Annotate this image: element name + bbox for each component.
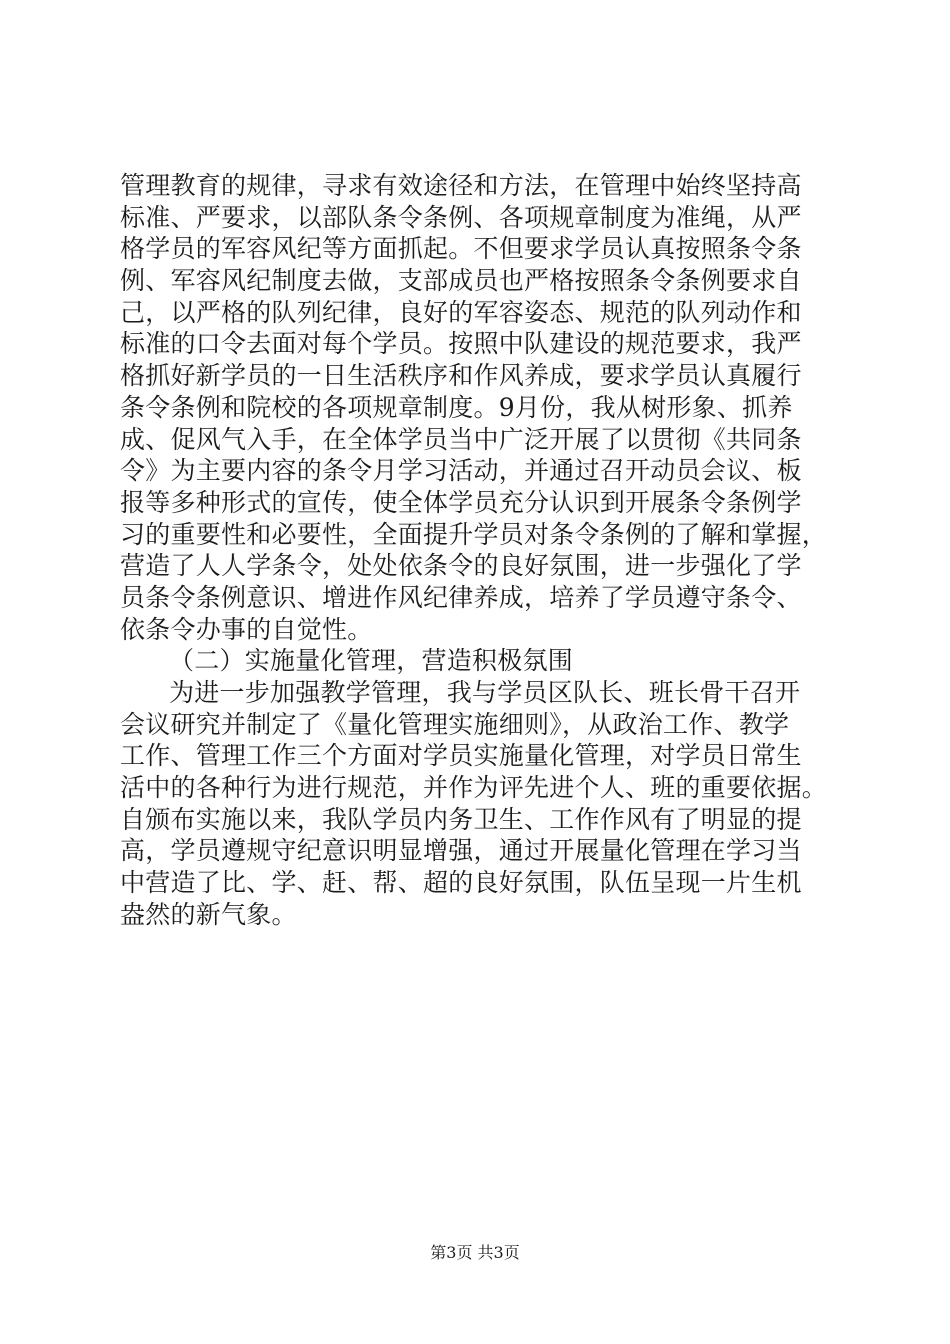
document-body [120, 170, 840, 931]
paragraph-line: 格学员的军容风纪等方面抓起。不但要求学员认真按照条令条 [120, 234, 802, 264]
paragraph-line: 自颁布实施以来，我队学员内务卫生、工作作风有了明显的提 [120, 804, 802, 834]
paragraph-line: 格抓好新学员的一日生活秩序和作风养成，要求学员认真履行 [120, 361, 802, 391]
paragraph-line: 工作、管理工作三个方面对学员实施量化管理，对学员日常生 [120, 741, 802, 771]
paragraph-line: 为进一步加强教学管理，我与学员区队长、班长骨干召开 [169, 678, 801, 707]
paragraph-line: 高，学员遵规守纪意识明显增强，通过开展量化管理在学习当 [120, 836, 802, 866]
paragraph-line: 中营造了比、学、赶、帮、超的良好氛围，队伍呈现一片生机 [120, 868, 802, 898]
paragraph-line: 营造了人人学条令，处处依条令的良好氛围，进一步强化了学 [120, 551, 802, 581]
paragraph-line: 活中的各种行为进行规范，并作为评先进个人、班的重要依据。 [120, 773, 828, 803]
paragraph-line: 例、军容风纪制度去做，支部成员也严格按照条令条例要求自 [120, 266, 802, 296]
paragraph [120, 677, 840, 931]
paragraph-line: 报等多种形式的宣传，使全体学员充分认识到开展条令条例学 [120, 487, 802, 517]
paragraph-line: 标准的口令去面对每个学员。按照中队建设的规范要求，我严 [120, 329, 802, 359]
paragraph-line: 员条令条例意识、增进作风纪律养成，培养了学员遵守条令、 [120, 582, 802, 612]
page-footer: 第3页 共3页 [430, 1243, 520, 1262]
paragraph-line: 标准、严要求，以部队条令条例、各项规章制度为准绳，从严 [120, 202, 802, 232]
paragraph [120, 170, 840, 645]
paragraph-line: 令》为主要内容的条令月学习活动，并通过召开动员会议、板 [120, 456, 802, 486]
paragraph-line: 习的重要性和必要性，全面提升学员对条令条例的了解和掌握， [120, 519, 828, 549]
paragraph-line: 己，以严格的队列纪律，良好的军容姿态、规范的队列动作和 [120, 297, 802, 327]
paragraph-line: 条令条例和院校的各项规章制度。9月份，我从树形象、抓养 [120, 392, 793, 422]
paragraph-line: 成、促风气入手，在全体学员当中广泛开展了以贯彻《共同条 [120, 424, 802, 454]
paragraph-line: 依条令办事的自觉性。 [120, 614, 373, 644]
paragraph-line: 会议研究并制定了《量化管理实施细则》，从政治工作、教学 [120, 709, 790, 739]
paragraph-line: 盎然的新气象。 [120, 899, 297, 929]
paragraph-line: 管理教育的规律，寻求有效途径和方法，在管理中始终坚持高 [120, 171, 802, 200]
section-heading: （二）实施量化管理，营造积极氛围 [169, 646, 574, 676]
